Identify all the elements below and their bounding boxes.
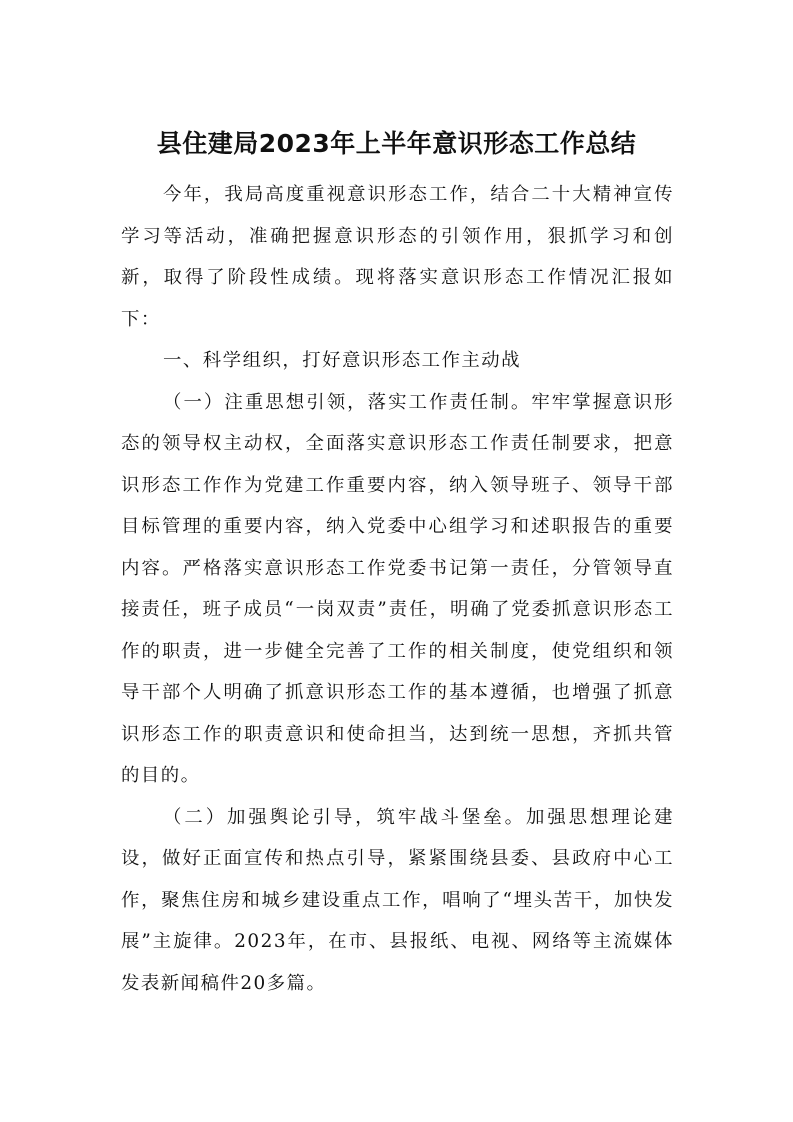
subsection-paragraph-2: （二）加强舆论引导，筑牢战斗堡垒。加强思想理论建设，做好正面宣传和热点引导，紧紧围绕县委、县政府中心工作，聚焦住房和城乡建设重点工作，唱响了“埋头苦干，加快发展”主旋律。2023年，在市、县报纸、电视、网络等主流媒体发表新闻稿件20多篇。 [121,806,674,994]
section-heading: 一、科学组织，打好意识形态工作主动战 [163,350,522,371]
document-body [121,174,674,1004]
subsection-paragraph-1: （一）注重思想引领，落实工作责任制。牢牢掌握意识形态的领导权主动权，全面落实意识形态工作责任制要求，把意识形态工作作为党建工作重要内容，纳入领导班子、领导干部目标管理的重要内容，纳入党委中心组学习和述职报告的重要内容。严格落实意识形态工作党委书记第一责任，分管领导直接责任，班子成员“一岗双责”责任，明确了党委抓意识形态工作的职责，进一步健全完善了工作的相关制度，使党组织和领导干部个人明确了抓意识形态工作的基本遵循，也增强了抓意识形态工作的职责意识和使命担当，达到统一思想，齐抓共管的目的。 [121,391,674,786]
document-title: 县住建局2023年上半年意识形态工作总结 [156,129,637,158]
intro-paragraph: 今年，我局高度重视意识形态工作，结合二十大精神宣传学习等活动，准确把握意识形态的引领作用，狠抓学习和创新，取得了阶段性成绩。现将落实意识形态工作情况汇报如下： [121,184,674,330]
